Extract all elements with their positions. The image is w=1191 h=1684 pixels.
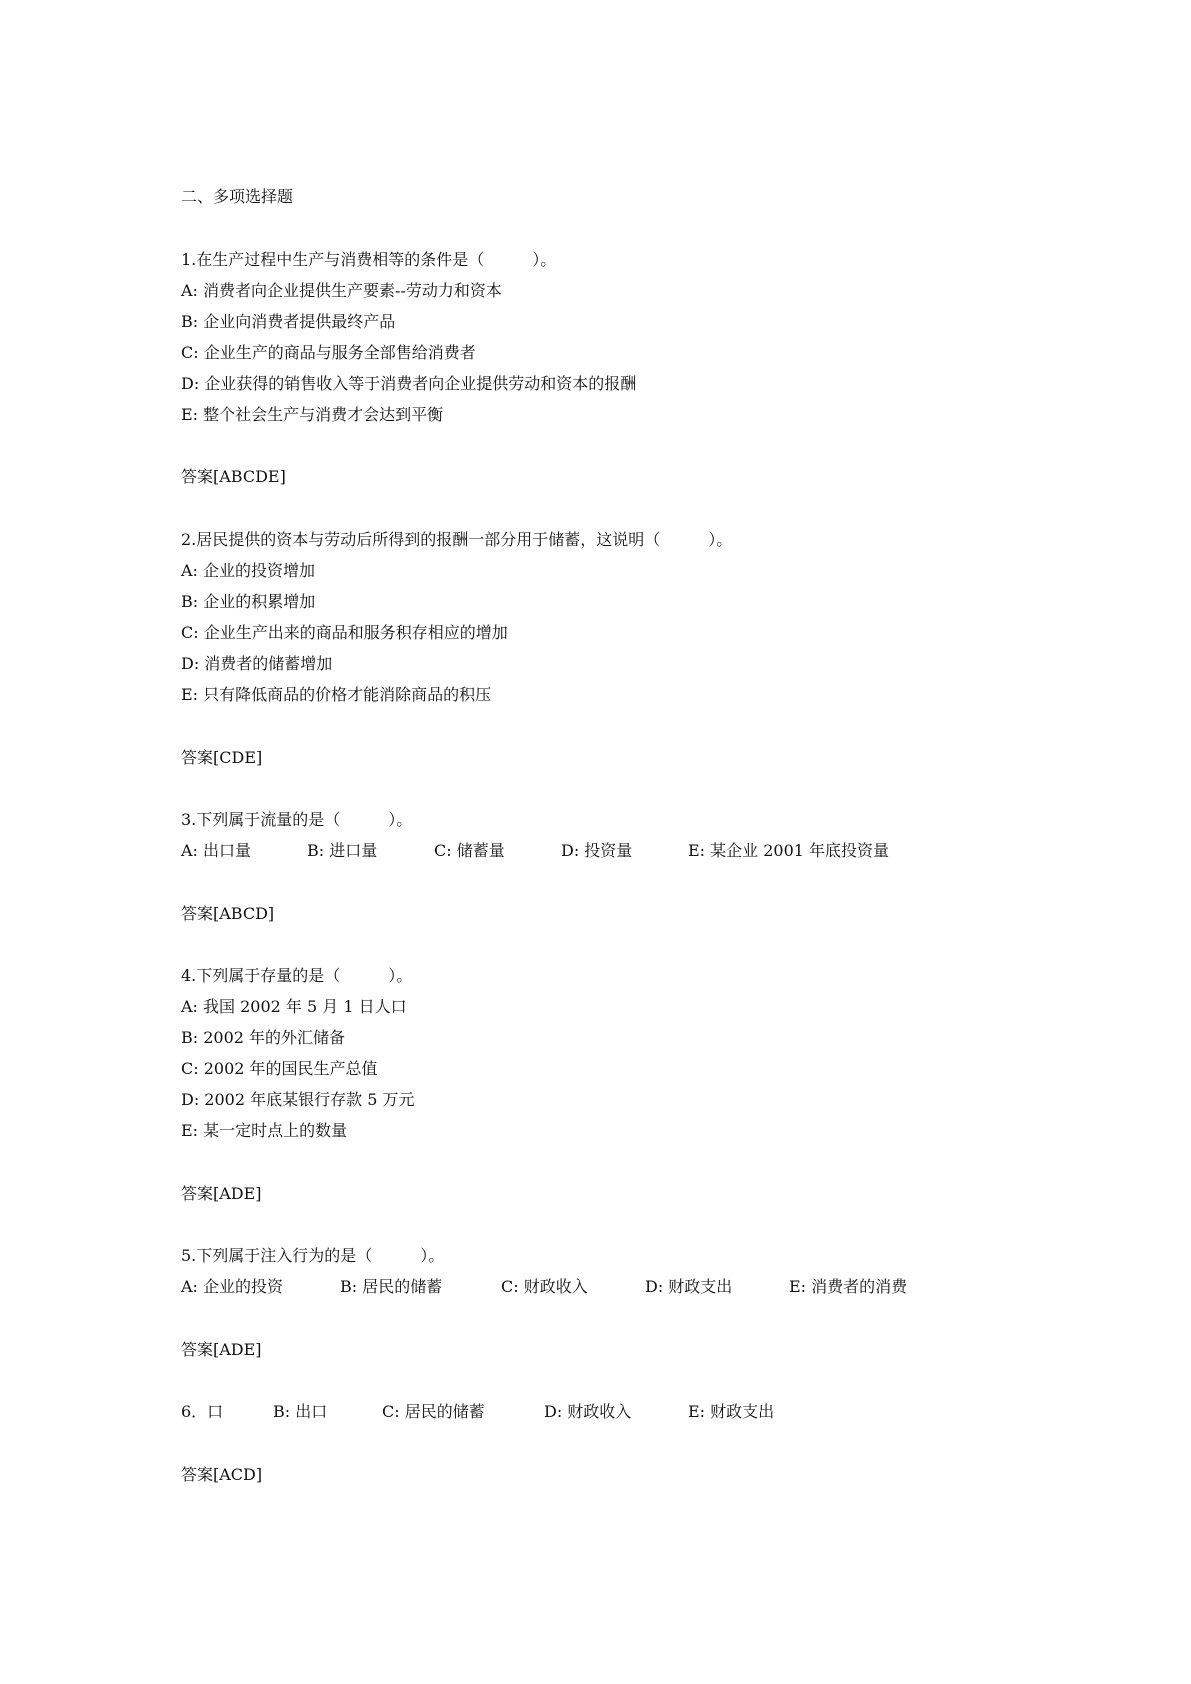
question-5-option-b: B: 居民的储蓄 — [340, 1277, 443, 1296]
question-2-option-c: C: 企业生产出来的商品和服务积存相应的增加 — [181, 623, 508, 642]
question-1-answer: 答案[ABCDE] — [181, 467, 286, 486]
question-5-option-d: D: 财政支出 — [645, 1277, 733, 1296]
question-5-stem: 5.下列属于注入行为的是（ ）。 — [181, 1246, 445, 1265]
question-3-stem: 3.下列属于流量的是（ ）。 — [181, 810, 413, 829]
question-2-option-d: D: 消费者的储蓄增加 — [181, 654, 333, 673]
question-6-answer: 答案[ACD] — [181, 1465, 263, 1484]
question-1-option-a: A: 消费者向企业提供生产要素--劳动力和资本 — [181, 281, 502, 300]
question-5-answer: 答案[ADE] — [181, 1340, 262, 1359]
question-4-option-e: E: 某一定时点上的数量 — [181, 1121, 348, 1140]
question-2-option-b: B: 企业的积累增加 — [181, 592, 316, 611]
question-6-option-b: B: 出口 — [273, 1402, 328, 1421]
question-4-option-d: D: 2002 年底某银行存款 5 万元 — [181, 1090, 415, 1109]
question-3-option-a: A: 出口量 — [181, 841, 252, 860]
question-2-answer: 答案[CDE] — [181, 748, 263, 767]
question-6-stem: 6．口 — [181, 1402, 224, 1421]
question-1-option-b: B: 企业向消费者提供最终产品 — [181, 312, 396, 331]
question-1-option-c: C: 企业生产的商品与服务全部售给消费者 — [181, 343, 476, 362]
question-2-option-a: A: 企业的投资增加 — [181, 561, 316, 580]
question-2-option-e: E: 只有降低商品的价格才能消除商品的积压 — [181, 685, 492, 704]
question-3-option-c: C: 储蓄量 — [434, 841, 505, 860]
question-6-option-e: E: 财政支出 — [688, 1402, 775, 1421]
question-5-option-e: E: 消费者的消费 — [789, 1277, 908, 1296]
question-4-option-b: B: 2002 年的外汇储备 — [181, 1028, 346, 1047]
question-3-option-e: E: 某企业 2001 年底投资量 — [688, 841, 890, 860]
question-4-option-c: C: 2002 年的国民生产总值 — [181, 1059, 378, 1078]
question-3-answer: 答案[ABCD] — [181, 904, 275, 923]
question-6-option-c: C: 居民的储蓄 — [382, 1402, 485, 1421]
question-3-option-b: B: 进口量 — [307, 841, 378, 860]
question-5-option-a: A: 企业的投资 — [181, 1277, 284, 1296]
question-5-option-c: C: 财政收入 — [501, 1277, 588, 1296]
question-6-option-d: D: 财政收入 — [544, 1402, 632, 1421]
question-1-stem: 1.在生产过程中生产与消费相等的条件是（ ）。 — [181, 250, 557, 269]
question-2-stem: 2.居民提供的资本与劳动后所得到的报酬一部分用于储蓄，这说明（ ）。 — [181, 530, 733, 549]
question-4-option-a: A: 我国 2002 年 5 月 1 日人口 — [181, 997, 407, 1016]
question-4-answer: 答案[ADE] — [181, 1184, 262, 1203]
question-4-stem: 4.下列属于存量的是（ ）。 — [181, 966, 413, 985]
section-title: 二、多项选择题 — [181, 187, 294, 206]
question-1-option-e: E: 整个社会生产与消费才会达到平衡 — [181, 405, 444, 424]
question-3-option-d: D: 投资量 — [561, 841, 633, 860]
question-1-option-d: D: 企业获得的销售收入等于消费者向企业提供劳动和资本的报酬 — [181, 374, 637, 393]
